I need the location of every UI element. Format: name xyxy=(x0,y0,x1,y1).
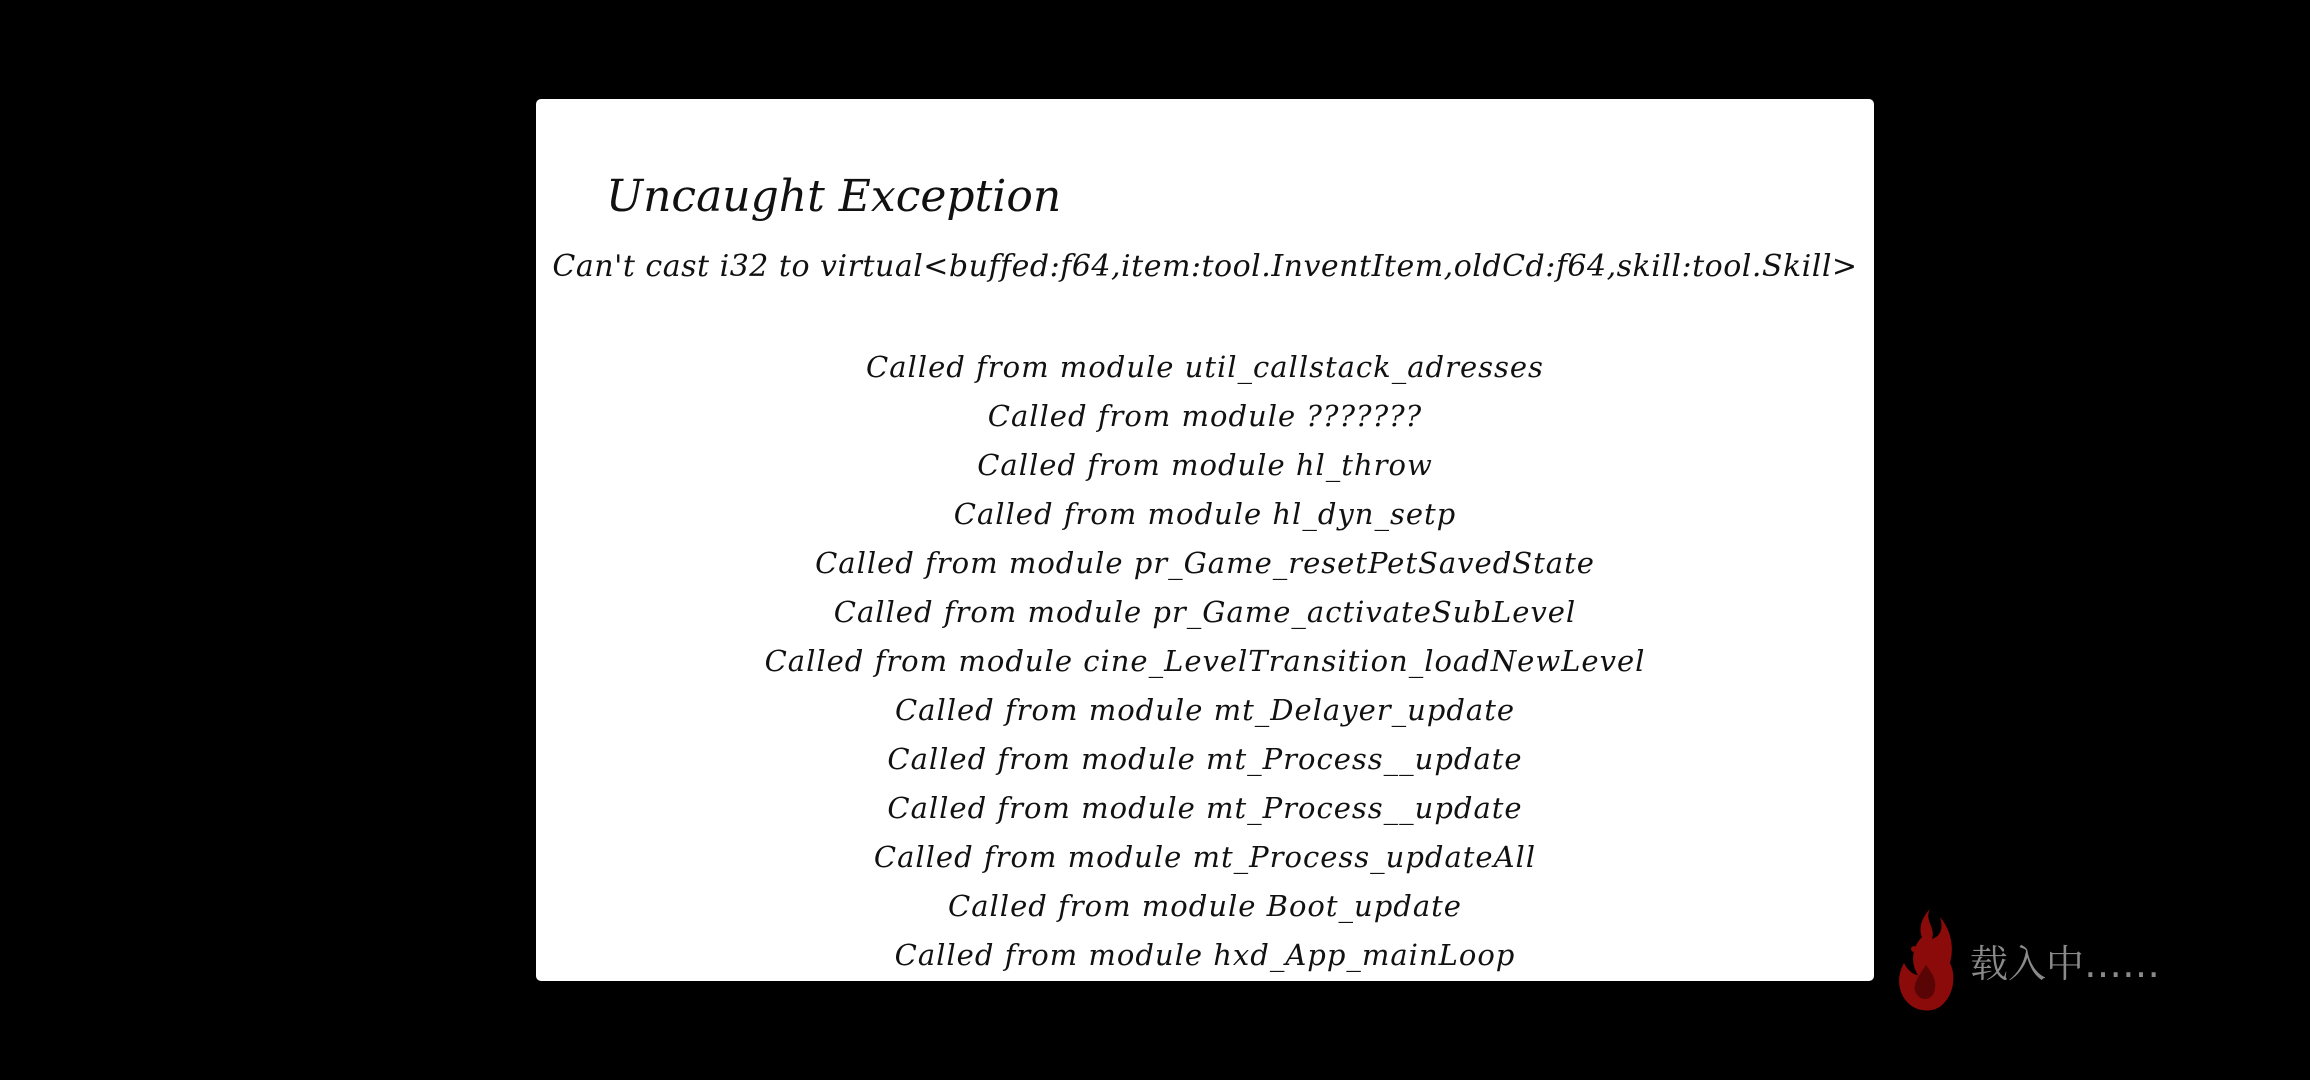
exception-dialog xyxy=(536,99,1874,981)
dialog-title: Uncaught Exception xyxy=(606,171,1062,222)
stack-line: Called from module pr_Game_activateSubLevel xyxy=(833,595,1577,629)
exception-message: Can't cast i32 to virtual<buffed:f64,item:tool.InventItem,oldCd:f64,skill:tool.Skill> xyxy=(552,249,1858,284)
stack-line: Called from module hl_dyn_setp xyxy=(953,497,1457,531)
stack-line: Called from module hl_throw xyxy=(977,448,1433,482)
stack-line: Called from module mt_Process_updateAll xyxy=(873,840,1537,874)
loading-text: 载入中…… xyxy=(1970,941,2161,986)
stack-line: Called from module hxd_App_mainLoop xyxy=(894,938,1516,972)
stack-line: Called from module mt_Process__update xyxy=(887,742,1523,776)
flame-icon xyxy=(1896,905,1956,1015)
stack-line: Called from module pr_Game_resetPetSavedState xyxy=(815,546,1595,580)
stack-line: Called from module mt_Process__update xyxy=(887,791,1523,825)
stack-line: Called from module ??????? xyxy=(987,399,1423,433)
loading-indicator xyxy=(1896,905,2160,1015)
stack-line: Called from module Boot_update xyxy=(948,889,1462,923)
stack-line: Called from module cine_LevelTransition_loadNewLevel xyxy=(764,644,1646,678)
stack-line: Called from module mt_Delayer_update xyxy=(894,693,1516,727)
call-stack-list xyxy=(536,343,1874,980)
stack-line: Called from module util_callstack_adresses xyxy=(866,350,1544,384)
